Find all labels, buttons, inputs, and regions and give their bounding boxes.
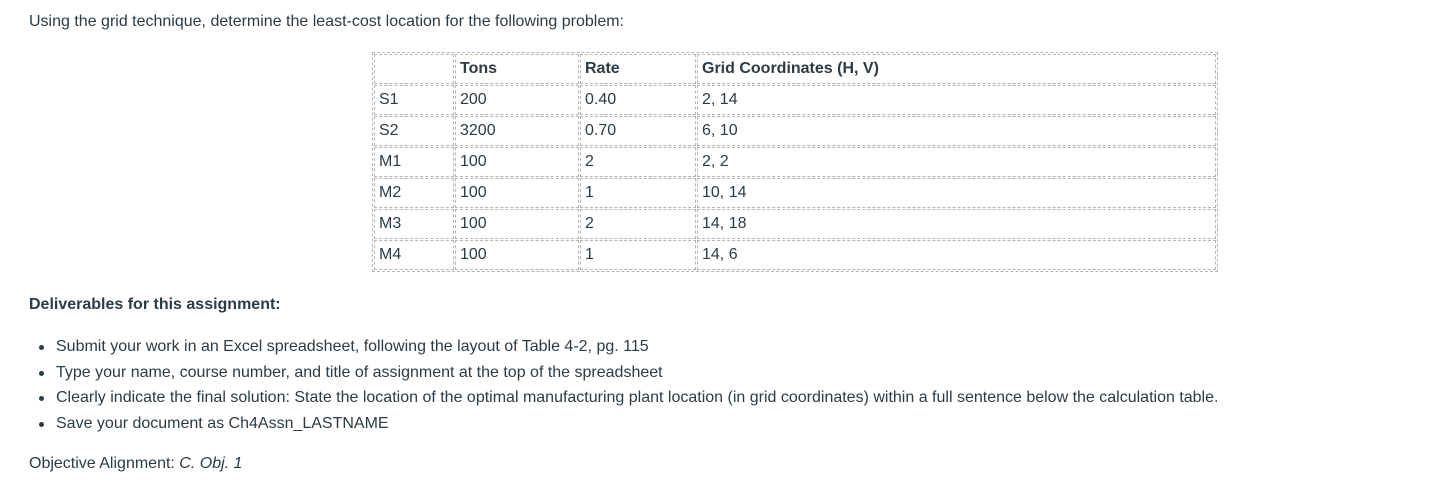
row-label-cell: S1 [374,85,454,115]
row-label-cell: M1 [374,147,454,177]
row-label-cell: S2 [374,116,454,146]
objective-value: C. Obj. 1 [179,455,243,472]
rate-cell: 0.40 [580,85,696,115]
table-header-row [374,54,1216,84]
list-item: Clearly indicate the final solution: State the location of the optimal manufacturing plant location (in grid coordinates) within a full sentence below the calculation table. [56,387,1218,413]
rate-cell: 0.70 [580,116,696,146]
table-row [374,116,1216,146]
deliverables-list [29,336,1218,438]
table-row [374,178,1216,208]
deliverables-heading: Deliverables for this assignment: [29,296,281,313]
grid-coordinates-cell: 14, 6 [697,240,1216,270]
header-cell-rate: Rate [580,54,696,84]
problem-statement: Using the grid technique, determine the least-cost location for the following problem: [29,13,624,30]
header-cell-tons: Tons [455,54,579,84]
grid-coordinates-cell: 2, 2 [697,147,1216,177]
tons-cell: 100 [455,178,579,208]
objective-label: Objective Alignment: [29,455,180,472]
objective-alignment [29,455,242,473]
grid-coordinates-cell: 10, 14 [697,178,1216,208]
row-label-cell: M4 [374,240,454,270]
table-row [374,209,1216,239]
header-cell-grid-coordinates: Grid Coordinates (H, V) [697,54,1216,84]
tons-cell: 200 [455,85,579,115]
row-label-cell: M3 [374,209,454,239]
tons-cell: 100 [455,147,579,177]
location-data-table [372,52,1218,272]
table-row [374,240,1216,270]
tons-cell: 100 [455,209,579,239]
rate-cell: 2 [580,209,696,239]
grid-coordinates-cell: 2, 14 [697,85,1216,115]
tons-cell: 3200 [455,116,579,146]
list-item: Save your document as Ch4Assn_LASTNAME [56,413,1218,439]
header-cell-blank [374,54,454,84]
rate-cell: 2 [580,147,696,177]
rate-cell: 1 [580,178,696,208]
list-item: Submit your work in an Excel spreadsheet, following the layout of Table 4-2, pg. 115 [56,336,1218,362]
list-item: Type your name, course number, and title of assignment at the top of the spreadsheet [56,362,1218,388]
rate-cell: 1 [580,240,696,270]
table-row [374,147,1216,177]
tons-cell: 100 [455,240,579,270]
table-row [374,85,1216,115]
grid-coordinates-cell: 14, 18 [697,209,1216,239]
row-label-cell: M2 [374,178,454,208]
grid-coordinates-cell: 6, 10 [697,116,1216,146]
